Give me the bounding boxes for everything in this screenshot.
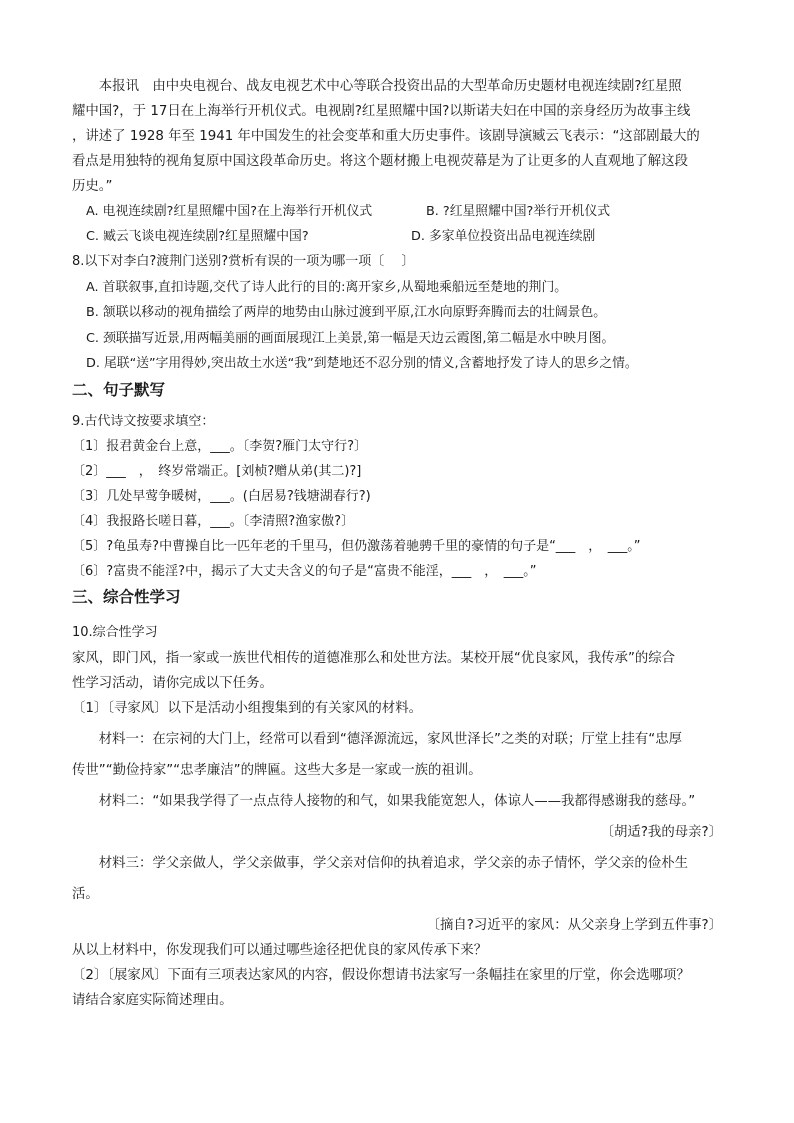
q7-option-b: B. ?红星照耀中国?举行开机仪式 [426,204,611,219]
material-2: 材料二：“如果我学得了一点点待人接物的和气，如果我能宽恕人，体谅人——我都得感谢我的慈母。” [98,793,696,809]
q9-item-6: 〔6〕?富贵不能淫?中，揭示了大丈夫含义的句子是“富贵不能淫，___ ， ___。” [72,564,537,579]
q9-item-1: 〔1〕报君黄金台上意，___。〔李贺?雁门太守行?〕 [72,439,368,454]
q10-intro-line: 性学习活动，请你完成以下任务。 [72,675,273,691]
section-title-2: 二、句子默写 [72,380,166,399]
material-2-source: 〔胡适?我的母亲?〕 [600,824,722,840]
material-3-line: 活。 [72,886,99,902]
passage-line: ，讲述了 1928 年至 1941 年中国发生的社会变革和重大历史事件。该剧导演臧云飞表示：“这部剧最大的 [72,129,700,144]
q7-option-d: D. 多家单位投资出品电视连续剧 [411,229,596,244]
q10-question-1: 从以上材料中，你发现我们可以通过哪些途径把优良的家风传承下来？ [72,942,488,958]
section-title-3: 三、综合性学习 [72,588,181,606]
q9-item-5: 〔5〕?龟虽寿?中曹操自比一匹年老的千里马，但仍激荡着驰骋千里的豪情的句子是“___ ， ___。” [72,539,641,554]
q10-intro-line: 家风，即门风，指一家或一族世代相传的道德准那么和处世方法。某校开展“优良家风，我传承”的综合 [72,650,676,666]
passage-line: 本报讯 由中央电视台、战友电视艺术中心等联合投资出品的大型革命历史题材电视连续剧?红星照 [98,79,682,94]
q10-task-2-line: 〔2〕〔展家风〕下面有三项表达家风的内容，假设你想请书法家写一条幅挂在家里的厅堂，你会选哪项？ [72,967,690,983]
q8-option-d: D. 尾联“送”字用得妙,突出故土水送“我”到楚地还不忍分别的情义,含蓄地抒发了诗人的思乡之情。 [86,356,638,371]
q8-stem: 8.以下对李白?渡荆门送别?赏析有误的一项为哪一项〔 〕 [72,254,415,269]
passage-line: 耀中国?，于 17日在上海举行开机仪式。电视剧?红星照耀中国?以斯诺夫妇在中国的亲身经历为故事主线 [72,104,691,119]
q8-option-a: A. 首联叙事,直扣诗题,交代了诗人此行的目的:离开家乡,从蜀地乘船远至楚地的荆门。 [86,279,568,295]
q10-task-1: 〔1〕〔寻家风〕以下是活动小组搜集到的有关家风的材料。 [72,700,422,716]
material-3-source: 〔摘自?习近平的家风：从父亲身上学到五件事?〕 [426,917,722,933]
exam-page [72,74,722,1013]
q8-option-c: C. 颈联描写近景,用两幅美丽的画面展现江上美景,第一幅是天边云霞图,第二幅是水中映月图。 [86,330,615,346]
q9-item-3: 〔3〕几处早莺争暖树，___。(白居易?钱塘湖春行?) [72,489,371,504]
q9-stem: 9.古代诗文按要求填空： [72,413,215,429]
material-3-line: 材料三：学父亲做人，学父亲做事，学父亲对信仰的执着追求，学父亲的赤子情怀，学父亲的俭朴生 [98,855,688,871]
q7-passage [72,74,722,199]
material-1-line: 传世”“勤俭持家”“忠孝廉洁”的牌匾。这些大多是一家或一族的祖训。 [72,762,482,778]
q9-item-2: 〔2〕___ ， 终岁常端正。[刘桢?赠从弟(其二)?] [72,464,362,479]
q7-option-c: C. 臧云飞谈电视连续剧?红星照耀中国? [86,229,309,244]
q7-option-a: A. 电视连续剧?红星照耀中国?在上海举行开机仪式 [86,204,373,219]
q8-option-b: B. 颔联以移动的视角描绘了两岸的地势由山脉过渡到平原,江水向原野奔腾而去的壮阔景色。 [86,305,607,320]
passage-line: 历史。” [72,179,113,194]
q7-options-row-1 [72,199,722,224]
q7-options-row-2 [72,224,722,249]
q10-stem: 10.综合性学习 [72,625,158,640]
q10-task-2-line: 请结合家庭实际简述理由。 [72,992,233,1008]
material-1-line: 材料一：在宗祠的大门上，经常可以看到“德泽源流远，家风世泽长”之类的对联；厅堂上挂有“忠厚 [98,731,683,747]
passage-line: 看点是用独特的视角复原中国这段革命历史。将这个题材搬上电视荧幕是为了让更多的人直观地了解这段 [72,154,688,169]
q9-item-4: 〔4〕我报路长嗟日暮，___。〔李清照?渔家傲?〕 [72,514,355,529]
